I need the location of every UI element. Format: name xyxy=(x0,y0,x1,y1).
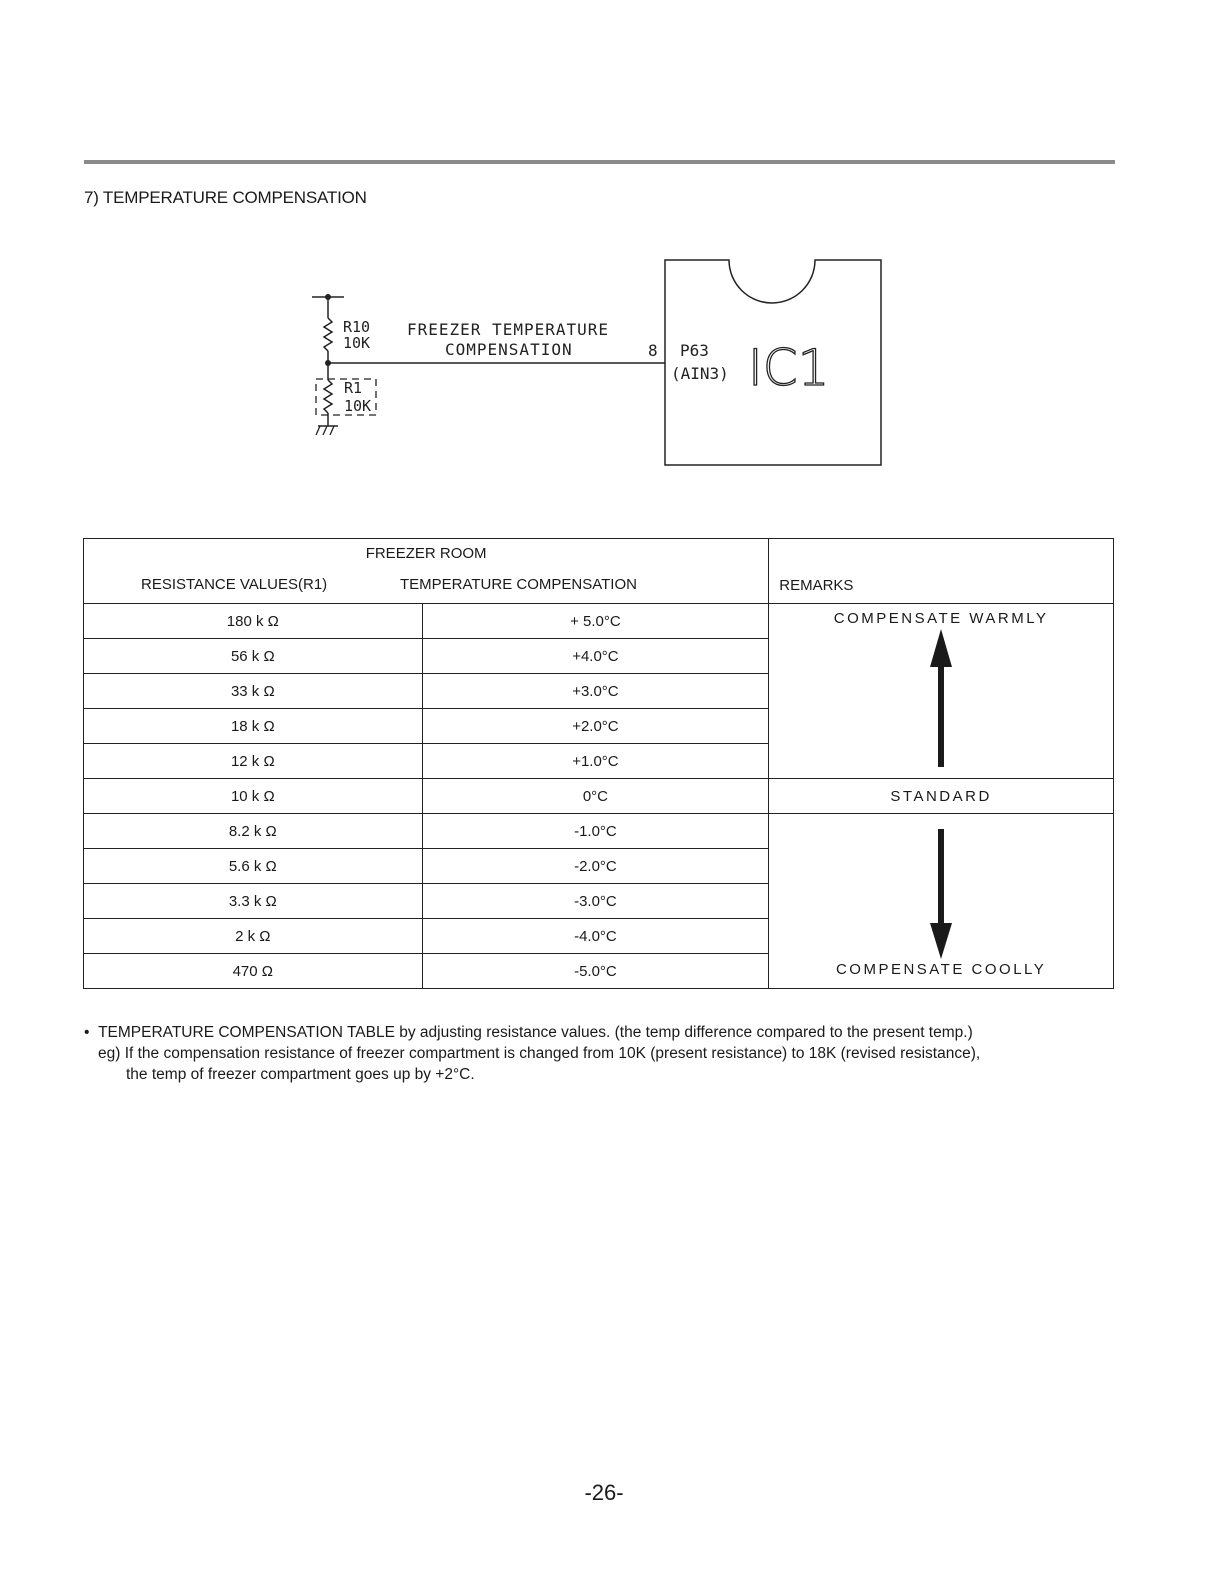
resistance-cell: 10 k Ω xyxy=(84,779,423,814)
r10-label: R10 xyxy=(343,318,371,336)
remark-warm-cell xyxy=(769,604,1114,779)
resistance-cell: 5.6 k Ω xyxy=(84,849,423,884)
temperature-cell: -4.0°C xyxy=(422,919,769,954)
remark-standard: STANDARD xyxy=(769,779,1114,814)
freezer-room-header: FREEZER ROOM xyxy=(84,539,769,569)
circuit-diagram xyxy=(300,250,900,480)
temperature-cell: + 5.0°C xyxy=(422,604,769,639)
temperature-cell: +1.0°C xyxy=(422,744,769,779)
table-row xyxy=(84,779,1114,814)
resistance-cell: 33 k Ω xyxy=(84,674,423,709)
arrow-up-icon xyxy=(926,627,956,767)
resistance-cell: 12 k Ω xyxy=(84,744,423,779)
note-line-2: eg) If the compensation resistance of freezer compartment is changed from 10K (present resistance) to 18K (revised resistance), xyxy=(98,1045,981,1062)
compensation-table xyxy=(83,538,1114,989)
resistance-cell: 18 k Ω xyxy=(84,709,423,744)
temperature-cell: 0°C xyxy=(422,779,769,814)
temperature-cell: -1.0°C xyxy=(422,814,769,849)
port-name: P63 xyxy=(680,341,709,360)
arrow-down-icon xyxy=(926,829,956,961)
signal-name-line2: COMPENSATION xyxy=(445,340,573,359)
remark-cool-cell xyxy=(769,814,1114,989)
temperature-column-header: TEMPERATURE COMPENSATION xyxy=(400,576,637,593)
resistance-cell: 470 Ω xyxy=(84,954,423,989)
header-rule xyxy=(84,160,1115,164)
resistance-cell: 2 k Ω xyxy=(84,919,423,954)
table-row xyxy=(84,604,1114,639)
column-headers xyxy=(84,568,769,604)
r10-value: 10K xyxy=(343,334,371,352)
note-line-1: • TEMPERATURE COMPENSATION TABLE by adjusting resistance values. (the temp difference compared to the present temp.) xyxy=(84,1024,973,1041)
compensation-note xyxy=(84,1022,980,1085)
r1-resistor xyxy=(324,380,332,413)
resistance-cell: 180 k Ω xyxy=(84,604,423,639)
resistance-cell: 3.3 k Ω xyxy=(84,884,423,919)
table-row xyxy=(84,814,1114,849)
pin-number: 8 xyxy=(648,341,658,360)
ic1-label: IC1 xyxy=(748,339,830,397)
temperature-cell: +2.0°C xyxy=(422,709,769,744)
remark-warm: COMPENSATE WARMLY xyxy=(833,610,1049,627)
r10-resistor xyxy=(324,318,332,351)
temperature-cell: -5.0°C xyxy=(422,954,769,989)
resistance-cell: 8.2 k Ω xyxy=(84,814,423,849)
remark-cool: COMPENSATE COOLLY xyxy=(835,961,1047,978)
remarks-header: REMARKS xyxy=(769,539,1114,604)
r1-value: 10K xyxy=(344,397,372,415)
note-line-3: the temp of freezer compartment goes up by +2°C. xyxy=(126,1066,475,1083)
port-function: (AIN3) xyxy=(671,364,729,383)
temperature-cell: -2.0°C xyxy=(422,849,769,884)
bullet-icon: • xyxy=(84,1024,90,1041)
resistance-cell: 56 k Ω xyxy=(84,639,423,674)
resistance-column-header: RESISTANCE VALUES(R1) xyxy=(141,576,328,593)
temperature-cell: +4.0°C xyxy=(422,639,769,674)
temperature-cell: -3.0°C xyxy=(422,884,769,919)
signal-name-line1: FREEZER TEMPERATURE xyxy=(407,320,610,339)
temperature-cell: +3.0°C xyxy=(422,674,769,709)
page-number: -26- xyxy=(584,1480,624,1505)
section-title: 7) TEMPERATURE COMPENSATION xyxy=(84,188,367,207)
r1-label: R1 xyxy=(344,379,363,397)
